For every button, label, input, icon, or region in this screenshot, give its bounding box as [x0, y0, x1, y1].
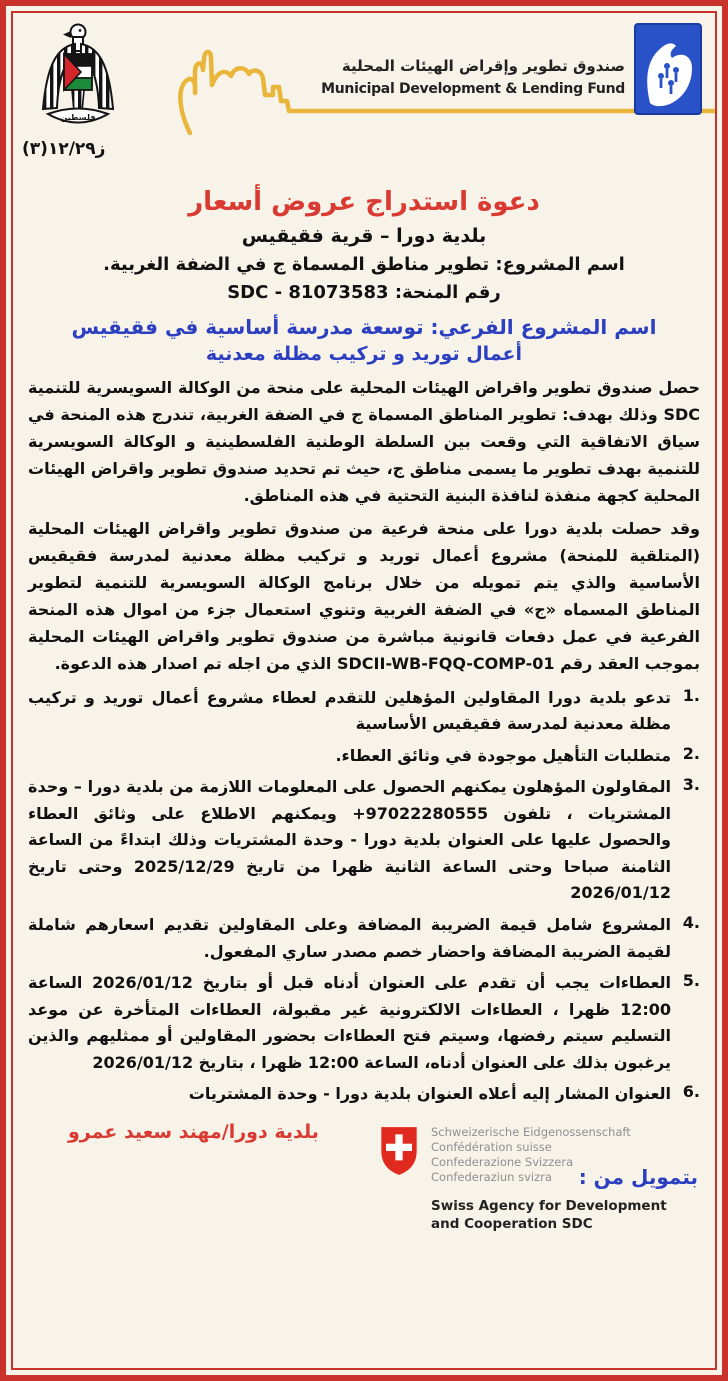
emblem-caption: فلسطين [60, 113, 96, 122]
reference-number: ز١٢/٢٩(٣) [22, 139, 106, 159]
palestine-coat-of-arms-icon [36, 21, 120, 131]
page-title: دعوة استدراج عروض أسعار [188, 187, 540, 217]
swiss-line: Confederazione Svizzera [431, 1154, 574, 1169]
mdlf-name-arabic: صندوق تطوير وإقراض الهيئات المحلية [341, 57, 625, 75]
swiss-agency-line1: Swiss Agency for Development [431, 1197, 667, 1214]
mdlf-header-block [321, 23, 702, 115]
grant-paragraph: وقد حصلت بلدية دورا على منحة فرعية من صندوق تطوير واقراض الهيئات المحلية (المتلقية للمنحة) مشروع أعمال توريد و تركيب مظلة معدنية لمدرسة فقيقيس الأساسية والذي يتم تمويله من خلال برنامج الوكالة السويسرية للتنمية لتطوير المناطق المسماه «ج» في الضفة الغربية وتنوي استعمال جزء من اموال هذه المنحة الفرعية في عمل دفعات قانونية مباشرة من صندوق تطوير واقراض الهيئات المحلية بموجب العقد رقم SDCII-WB-FQQ-COMP-01 الذي من اجله تم اصدار هذه الدعوة. [28, 519, 700, 673]
list-item-text: تدعو بلدية دورا المقاولين المؤهلين للتقدم لعطاء مشروع أعمال توريد و تركيب مظلة معدنية لمدرسة فقيقيس الأساسية [28, 687, 671, 734]
signature-line: بلدية دورا/مهند سعيد عمرو [68, 1120, 319, 1143]
list-item [28, 774, 700, 907]
swiss-line: Confederaziun svizra [431, 1169, 552, 1184]
list-item-text: المشروع شامل قيمة الضريبة المضافة وعلى المقاولين تقديم اسعارهم شاملة لقيمة الضريبة المضافة واحضار خصم مصدر ساري المفعول. [28, 915, 671, 961]
swiss-line: Schweizerische Eidgenossenschaft [431, 1124, 631, 1139]
swiss-agency-line2: and Cooperation SDC [431, 1216, 593, 1233]
list-item [28, 970, 700, 1076]
mdlf-name-english: Municipal Development & Lending Fund [321, 81, 625, 97]
list-item-text: العنوان المشار إليه أعلاه العنوان بلدية دورا - وحدة المشتريات [188, 1084, 671, 1104]
grant-number-line: رقم المنحة: SDC - 81073583 [227, 282, 501, 303]
tender-conditions-list [26, 685, 702, 1108]
swiss-cross-shield-icon [378, 1125, 420, 1177]
project-name-line: اسم المشروع: تطوير مناطق المسماة ج في الضفة الغربية. [103, 254, 625, 275]
notice-header [22, 13, 702, 183]
intro-paragraph: حصل صندوق تطوير واقراض الهيئات المحلية على منحة من الوكالة السويسرية للتنمية SDC وذلك بهدف: تطوير المناطق المسماة ج في الضفة الغربية، تندرج هذه المنحة في سياق الاتفاقية التي وقعت بين السلطة الوطنية الفلسطينية و الوكالة السويسرية للتنمية بهدف تطوير ما يسمى مناطق ج، حيث تم تحديد صندوق تطوير واقراض الهيئات المحلية كجهة منفذة لنافذة البنية التحتية في هذه المناطق. [28, 378, 700, 505]
list-item-number: 2. [682, 743, 700, 763]
list-item-number: 1. [682, 685, 700, 705]
notice-footer [26, 1113, 702, 1249]
list-item-number: 5. [682, 971, 700, 991]
swiss-line: Confédération suisse [431, 1139, 552, 1154]
subproject-title-line1: اسم المشروع الفرعي: توسعة مدرسة أساسية في فقيقيس [71, 315, 657, 339]
funded-by-label: بتمويل من : [578, 1164, 698, 1189]
list-item [28, 685, 700, 738]
list-item [28, 743, 700, 770]
list-item-text: متطلبات التأهيل موجودة في وثائق العطاء. [335, 745, 671, 765]
municipality-line: بلدية دورا – قرية فقيقيس [241, 225, 487, 247]
list-item-text: المقاولون المؤهلون يمكنهم الحصول على المعلومات اللازمة من بلدية دورا – وحدة المشتريات ، تلفون ‎+97022280555‎ ويمكنهم الاطلاع على وثائق العطاء والحصول عليها على العنوان بلدية دورا - وحدة المشتريات وذلك ابتداءً من الساعة الثامنة صباحا وحتى الساعة الثانية ظهرا من تاريخ 2025/12/29 وحتى تاريخ 2026/01/12 [28, 777, 672, 903]
list-item [28, 1081, 700, 1108]
mdlf-names [321, 57, 625, 97]
subproject-title-line2: أعمال توريد و تركيب مظلة معدنية [205, 343, 523, 365]
notice-inner-frame [11, 11, 717, 1370]
mdlf-hand-logo-icon [634, 23, 702, 115]
list-item [28, 912, 700, 965]
list-item-number: 6. [682, 1082, 700, 1102]
list-item-text: العطاءات يجب أن تقدم على العنوان أدناه قبل أو بتاريخ 2026/01/12 الساعة 12:00 ظهرا ، العطاءات الالكترونية غير مقبولة، العطاءات المتأخرة عن موعد التسليم سيتم رفضها، وسيتم فتح العطاءات بحضور المقاولين أو ممثليهم والذين يرغبون بذلك على العنوان أدناه، الساعة 12:00 ظهرا ، بتاريخ 2026/01/12 [28, 973, 671, 1072]
list-item-number: 4. [682, 913, 700, 932]
swiss-agency-name [431, 1197, 667, 1233]
list-item-number: 3. [682, 775, 700, 795]
